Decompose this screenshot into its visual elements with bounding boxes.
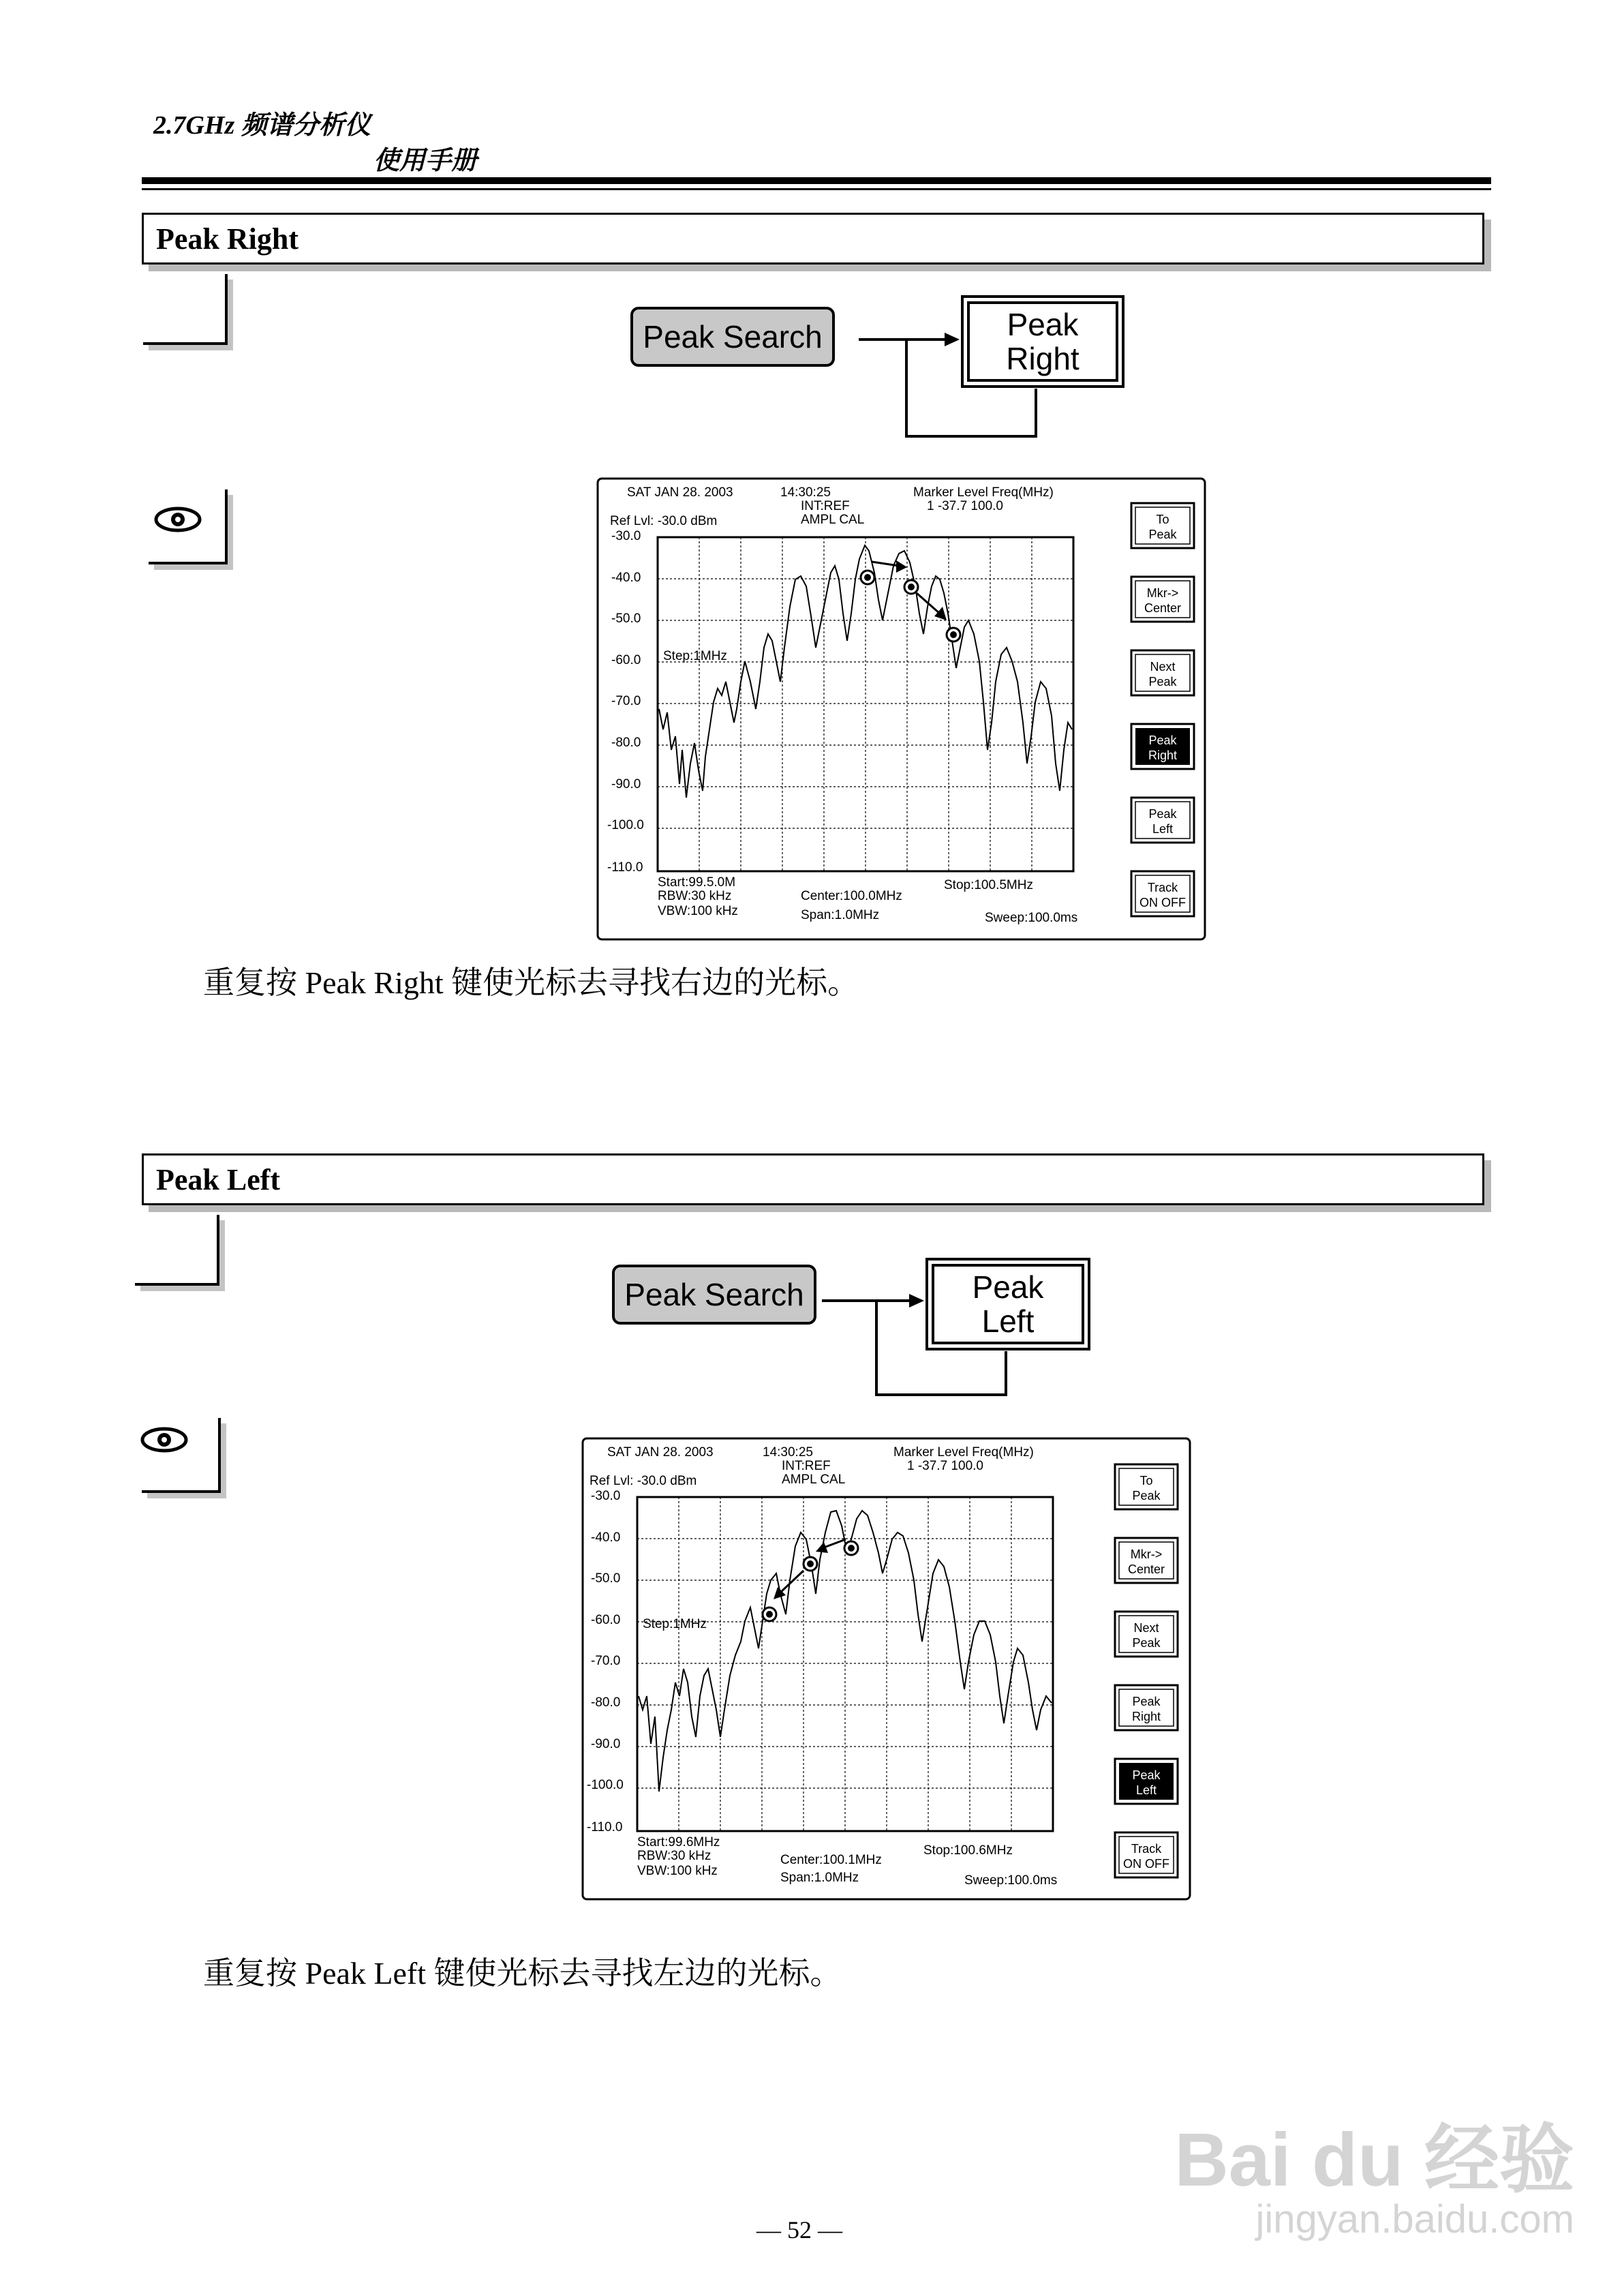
marker-header-text: Marker Level Freq(MHz) (913, 485, 1054, 500)
header-rule-thin (142, 188, 1491, 190)
softkey-label: ON OFF (1123, 1857, 1169, 1871)
softkey-label: Peak (1148, 734, 1177, 747)
softkey-label: To (1156, 513, 1169, 526)
y-tick-label: -110.0 (587, 1820, 623, 1834)
analyzer-svg (581, 1437, 1191, 1901)
softkey-label: Right (1148, 749, 1178, 762)
ampl-cal-text: AMPL CAL (782, 1472, 846, 1487)
marker-values-text: 1 -37.7 100.0 (927, 499, 1003, 513)
y-axis-labels (607, 529, 644, 875)
span-text: Span:1.0MHz (780, 1871, 859, 1885)
marker-values-text: 1 -37.7 100.0 (907, 1459, 983, 1473)
vbw-text: VBW:100 kHz (637, 1864, 718, 1878)
section-title-peak-left (142, 1153, 1484, 1205)
peak-search-key-label: Peak Search (643, 319, 823, 354)
int-ref-text: INT:REF (801, 499, 850, 513)
marker-header-text: Marker Level Freq(MHz) (893, 1445, 1034, 1460)
time-text: 14:30:25 (763, 1445, 813, 1460)
y-tick-label: -110.0 (607, 860, 643, 875)
date-text: SAT JAN 28. 2003 (607, 1445, 714, 1460)
flow-arrow (811, 1275, 1084, 1404)
softkey-peak-right[interactable] (1115, 1685, 1178, 1730)
vbw-text: VBW:100 kHz (658, 904, 738, 918)
key-line2: Right (1006, 341, 1080, 376)
int-ref-text: INT:REF (782, 1459, 831, 1473)
key-line1: Peak (972, 1269, 1044, 1305)
softkey-label: Left (1152, 822, 1174, 836)
ref-level-text: Ref Lvl: -30.0 dBm (610, 514, 718, 528)
y-tick-label: -70.0 (611, 694, 641, 708)
section-title-peak-right (142, 213, 1484, 265)
y-tick-label: -80.0 (611, 736, 641, 750)
analyzer-screen-peak-right (596, 477, 1206, 941)
span-text: Span:1.0MHz (801, 908, 880, 922)
softkey-label: Next (1133, 1621, 1159, 1635)
caption-peak-right: 重复按 Peak Right 键使光标去寻找右边的光标。 (203, 965, 859, 1000)
key-bracket (135, 1215, 219, 1286)
y-tick-label: -40.0 (591, 1530, 621, 1545)
y-tick-label: -30.0 (591, 1489, 621, 1503)
stop-freq-text: Stop:100.6MHz (923, 1843, 1013, 1858)
softkey-label: Left (1135, 1783, 1157, 1797)
step-text: Step:1MHz (643, 1617, 707, 1631)
center-freq-text: Center:100.1MHz (780, 1853, 882, 1867)
key-line2: Left (981, 1303, 1035, 1339)
softkey-peak-right-active[interactable] (1131, 724, 1194, 769)
softkey-label: Peak (1132, 1695, 1161, 1708)
plot-grid (658, 537, 1073, 871)
softkey-label: Right (1131, 1710, 1161, 1723)
y-axis-labels (587, 1489, 624, 1834)
peak-search-key[interactable] (612, 1265, 816, 1325)
manual-subtitle: 使用手册 (373, 147, 478, 175)
ref-level-text: Ref Lvl: -30.0 dBm (590, 1474, 697, 1488)
softkey-track[interactable] (1131, 871, 1194, 916)
ampl-cal-text: AMPL CAL (801, 513, 865, 527)
y-tick-label: -40.0 (611, 571, 641, 585)
softkey-label: Peak (1148, 675, 1177, 689)
y-tick-label: -90.0 (611, 777, 641, 791)
softkey-mkr-center[interactable] (1115, 1538, 1178, 1583)
softkey-peak-left[interactable] (1131, 798, 1194, 843)
caption-peak-left: 重复按 Peak Left 键使光标去寻找左边的光标。 (203, 1956, 842, 1991)
softkey-label: Next (1150, 660, 1176, 674)
rbw-text: RBW:30 kHz (658, 889, 732, 903)
softkey-label: Track (1131, 1842, 1162, 1856)
section-title-text: Peak Left (156, 1162, 281, 1196)
flow-arrow (845, 320, 1131, 443)
softkey-next-peak[interactable] (1131, 650, 1194, 695)
softkey-peak-left-active[interactable] (1115, 1759, 1178, 1804)
section-title-text: Peak Right (156, 222, 299, 256)
y-tick-label: -60.0 (611, 653, 641, 667)
manual-title: 2.7GHz 频谱分析仪 (153, 111, 371, 140)
softkey-label: Peak (1132, 1768, 1161, 1782)
key-bracket (143, 274, 228, 345)
peak-search-key-label: Peak Search (624, 1277, 804, 1312)
softkey-next-peak[interactable] (1115, 1612, 1178, 1657)
analyzer-screen-peak-left (581, 1437, 1191, 1901)
y-tick-label: -80.0 (591, 1695, 621, 1710)
center-freq-text: Center:100.0MHz (801, 889, 902, 903)
sweep-text: Sweep:100.0ms (985, 911, 1078, 925)
page-number: — 52 — (756, 2216, 842, 2244)
eye-icon (154, 503, 202, 536)
sweep-text: Sweep:100.0ms (964, 1873, 1058, 1888)
analyzer-svg (596, 477, 1206, 941)
softkey-label: To (1139, 1474, 1153, 1487)
softkey-label: Mkr-> (1146, 586, 1179, 600)
softkey-label: Peak (1132, 1489, 1161, 1502)
softkey-track[interactable] (1115, 1832, 1178, 1877)
softkey-mkr-center[interactable] (1131, 577, 1194, 622)
y-tick-label: -100.0 (607, 818, 644, 832)
date-text: SAT JAN 28. 2003 (627, 485, 733, 500)
eye-icon (140, 1423, 188, 1456)
softkey-label: Center (1127, 1562, 1165, 1576)
y-tick-label: -100.0 (587, 1778, 624, 1792)
start-freq-text: Start:99.6MHz (637, 1835, 720, 1849)
y-tick-label: -50.0 (611, 611, 641, 626)
y-tick-label: -90.0 (591, 1737, 621, 1751)
key-line1: Peak (1007, 307, 1079, 342)
start-freq-text: Start:99.5.0M (658, 875, 736, 890)
softkey-label: Track (1147, 881, 1178, 894)
softkey-label: Peak (1132, 1636, 1161, 1650)
softkey-label: Peak (1148, 528, 1177, 541)
softkey-label: Peak (1148, 807, 1177, 821)
softkey-to-peak[interactable] (1131, 503, 1194, 548)
watermark-logo: Bai du 经验 (1174, 2118, 1574, 2202)
softkey-label: Mkr-> (1130, 1547, 1163, 1561)
y-tick-label: -70.0 (591, 1654, 621, 1668)
y-tick-label: -60.0 (591, 1613, 621, 1627)
softkey-label: ON OFF (1139, 896, 1186, 909)
watermark-url: jingyan.baidu.com (1255, 2197, 1574, 2241)
y-tick-label: -30.0 (611, 529, 641, 543)
header-rule (142, 177, 1491, 184)
step-text: Step:1MHz (663, 649, 727, 663)
y-tick-label: -50.0 (591, 1571, 621, 1586)
time-text: 14:30:25 (780, 485, 831, 500)
softkey-label: Center (1144, 601, 1182, 615)
softkey-to-peak[interactable] (1115, 1464, 1178, 1509)
rbw-text: RBW:30 kHz (637, 1849, 711, 1863)
peak-search-key[interactable] (630, 307, 835, 367)
stop-freq-text: Stop:100.5MHz (944, 878, 1033, 892)
